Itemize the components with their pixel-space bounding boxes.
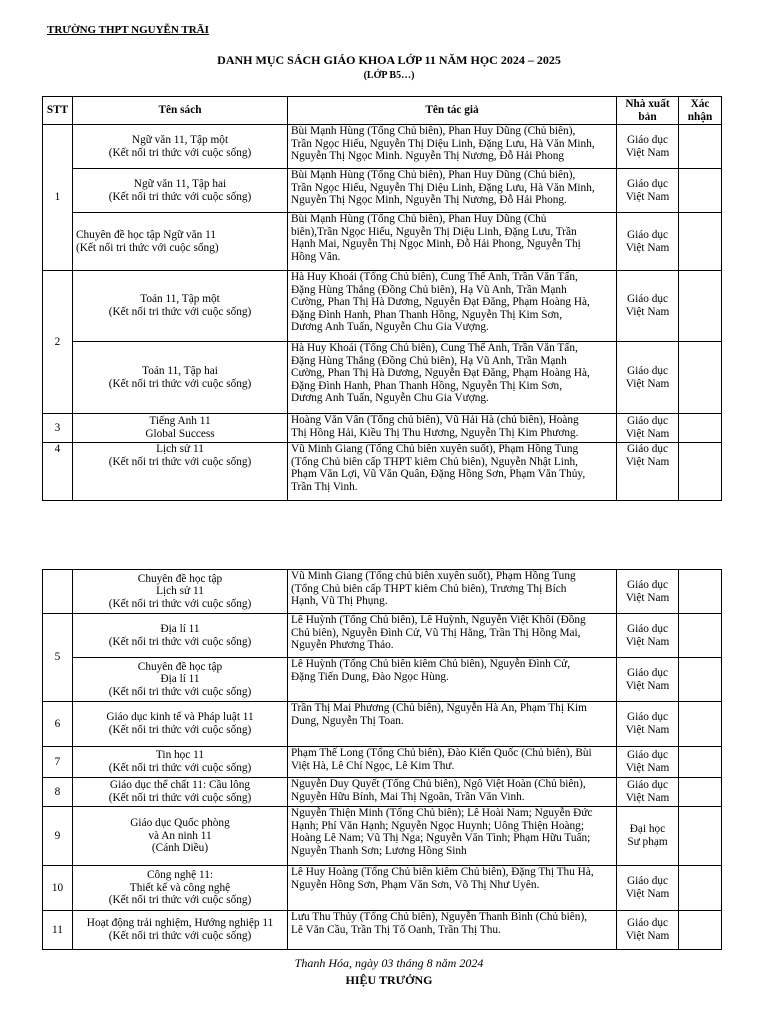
authors-cell (288, 702, 617, 747)
stt-cell (43, 570, 73, 614)
publisher-cell (617, 342, 679, 414)
authors-line: Bùi Mạnh Hùng (Tổng Chủ biên), Phan Huy Dũng (Chủ (291, 213, 547, 225)
authors-line: Dung, Nguyễn Thị Toan. (291, 714, 404, 727)
authors-line: Cường, Phan Thị Hà Dương, Nguyễn Đạt Đăng, Phạm Hoàng Hà, (291, 367, 590, 380)
publisher-cell (617, 911, 679, 950)
name-line: Thiết kế và công nghệ (129, 881, 231, 894)
authors-line: Nguyễn Duy Quyết (Tổng Chủ biên), Ngô Việt Hoàn (Chủ biên), (291, 778, 586, 790)
publisher-line: Việt Nam (625, 455, 670, 468)
book-name-cell (73, 911, 288, 950)
publisher-cell (617, 169, 679, 213)
confirm-cell (679, 911, 722, 950)
publisher-line: Giáo dục (626, 578, 669, 591)
publisher-cell (617, 570, 679, 614)
publisher-line: Giáo dục (626, 443, 669, 455)
authors-line: Trần Thị Mai Phương (Chủ biên), Nguyễn Hà An, Phạm Thị Kim (291, 702, 587, 714)
publisher-line: Việt Nam (625, 930, 670, 942)
publisher-cell (617, 414, 679, 443)
authors-cell (288, 658, 617, 702)
confirm-cell (679, 169, 722, 213)
authors-line: Hạnh Mai, Nguyễn Thị Ngọc Minh, Đỗ Hải Phong, Nguyễn Thị (291, 238, 581, 251)
stt-cell: 3 (43, 414, 73, 443)
authors-line: Dương Anh Tuấn, Nguyễn Chu Gia Vượng. (291, 392, 489, 405)
name-line: Công nghệ 11: (146, 869, 214, 882)
publisher-line: Giáo dục (626, 364, 669, 377)
publisher-line: Việt Nam (625, 377, 670, 390)
table-row (43, 866, 722, 911)
confirm-cell (679, 747, 722, 778)
confirm-cell (679, 414, 722, 443)
table-row (43, 614, 722, 658)
table-row (43, 807, 722, 866)
authors-cell (288, 125, 617, 169)
book-name-cell (73, 747, 288, 778)
name-line: Toán 11, Tập hai (142, 364, 218, 377)
authors-line: Lê Huỳnh (Tổng Chủ biên kiêm Chủ biên), Nguyễn Đình Cử, (291, 658, 571, 670)
name-line: Global Success (145, 428, 215, 440)
publisher-line: Giáo dục (626, 177, 669, 190)
publisher-line: Việt Nam (625, 792, 670, 804)
confirm-cell (679, 342, 722, 414)
authors-cell (288, 414, 617, 443)
table-row (43, 342, 722, 414)
stt-cell: 1 (43, 125, 73, 271)
confirm-cell (679, 778, 722, 807)
authors-line: Bùi Mạnh Hùng (Tổng Chủ biên), Phan Huy Dũng (Chủ biên), (291, 125, 576, 137)
name-line: (Kết nối tri thức với cuộc sống) (108, 377, 252, 390)
table-row (43, 911, 722, 950)
book-name-cell (73, 570, 288, 614)
publisher-cell (617, 866, 679, 911)
name-line: (Kết nối tri thức với cuộc sống) (108, 930, 252, 942)
table-row (43, 778, 722, 807)
name-line: (Kết nối tri thức với cuộc sống) (108, 455, 252, 468)
authors-line: Đặng Hùng Thắng (Đồng Chủ biên), Hạ Vũ Anh, Trần Mạnh (291, 354, 567, 367)
authors-line: Thị Hồng Hải, Kiều Thị Thu Hương, Nguyễn Thị Kim Phương. (291, 426, 579, 439)
name-line: Chuyên đề học tập (137, 572, 223, 585)
publisher-line: Việt Nam (625, 679, 670, 692)
authors-line: (Tổng Chủ biên cấp THPT kiêm Chủ biên), Trương Thị Bích (291, 582, 567, 595)
name-line: (Cánh Diều) (151, 842, 209, 855)
footer-signature-title: HIỆU TRƯỞNG (345, 973, 433, 987)
authors-cell (288, 169, 617, 213)
table-header-row (43, 97, 722, 125)
name-line: (Kết nối tri thức với cuộc sống) (108, 306, 252, 318)
authors-line: Trần Thị Vinh. (291, 480, 358, 493)
authors-line: (Tổng Chủ biên cấp THPT kiêm Chủ biên), Nguyễn Nhật Linh, (291, 455, 578, 468)
book-name-cell (73, 658, 288, 702)
publisher-line: Giáo dục (626, 749, 669, 762)
name-line: Chuyên đề học tập Ngữ văn 11 (76, 228, 216, 241)
authors-line: Nguyễn Thị Ngọc Minh, Nguyễn Thị Nương, Đỗ Hải Phong. (291, 194, 567, 207)
authors-line: Nguyễn Thị Ngọc Minh. Nguyễn Thị Nương, Đỗ Hải Phong (291, 150, 565, 163)
authors-cell (288, 570, 617, 614)
book-name-cell (73, 614, 288, 658)
name-line: và An ninh 11 (148, 829, 212, 842)
name-line: (Kết nối tri thức với cuộc sống) (108, 635, 252, 648)
authors-line: Nguyễn Hồng Sơn, Phạm Văn Sơn, Võ Thị Như Uyên. (291, 878, 540, 891)
publisher-cell (617, 807, 679, 866)
authors-line: Đặng Tiến Dung, Đào Ngọc Hùng. (291, 670, 449, 683)
school-name: TRƯỜNG THPT NGUYỄN TRÃI (47, 24, 209, 36)
publisher-cell (617, 125, 679, 169)
authors-cell (288, 213, 617, 271)
authors-line: Nguyễn Thanh Sơn; Lương Hồng Sinh (291, 844, 467, 857)
publisher-line: Giáo dục (626, 293, 669, 306)
confirm-cell (679, 614, 722, 658)
authors-line: Hoàng Lê Nam; Vũ Thị Nga; Nguyễn Văn Tình; Phạm Hữu Tuấn; (291, 832, 591, 845)
publisher-line: Giáo dục (626, 917, 669, 930)
authors-line: Đặng Hùng Thắng (Đồng Chủ biên), Hạ Vũ Anh, Trần Mạnh (291, 283, 567, 296)
stt-cell: 10 (43, 866, 73, 911)
authors-line: Nguyễn Thiện Minh (Tổng Chủ biên); Lê Hoài Nam; Nguyễn Đức (291, 807, 593, 819)
name-line: (Kết nối tri thức với cuộc sống) (108, 762, 252, 774)
publisher-line: Giáo dục (626, 622, 669, 635)
document-subtitle: (LỚP B5…) (363, 70, 415, 81)
publisher-line: Việt Nam (625, 762, 670, 774)
publisher-line: Việt Nam (625, 635, 670, 648)
authors-line: Trần Ngọc Hiếu, Nguyễn Thị Diệu Linh, Đặng Lưu, Hà Văn Minh, (291, 137, 595, 150)
book-table-page-1 (42, 96, 722, 501)
book-name-cell (73, 443, 288, 501)
table-row (43, 414, 722, 443)
table-row (43, 658, 722, 702)
column-header-publisher: Nhà xuất bản (617, 97, 679, 125)
stt-cell: 11 (43, 911, 73, 950)
authors-line: Lưu Thu Thủy (Tổng Chủ biên), Nguyễn Thanh Bình (Chủ biên), (291, 911, 588, 923)
name-line: (Kết nối tri thức với cuộc sống) (108, 685, 252, 698)
publisher-cell (617, 778, 679, 807)
name-line: Lịch sử 11 (156, 443, 204, 455)
name-line: Tin học 11 (155, 749, 205, 762)
book-name-cell (73, 414, 288, 443)
table-row (43, 702, 722, 747)
authors-line: Dương Anh Tuấn, Nguyễn Chu Gia Vượng. (291, 321, 489, 334)
name-line: Giáo dục kinh tế và Pháp luật 11 (106, 711, 254, 724)
stt-cell: 7 (43, 747, 73, 778)
book-name-cell (73, 125, 288, 169)
authors-line: Vũ Minh Giang (Tổng Chủ biên xuyên suốt), Phạm Hồng Tung (291, 443, 579, 455)
authors-line: Lê Huy Hoàng (Tổng Chủ biên kiêm Chủ biên), Đặng Thị Thu Hà, (291, 866, 594, 878)
name-line: Toán 11, Tập một (140, 293, 220, 306)
name-line: Chuyên đề học tập (137, 660, 223, 673)
authors-cell (288, 747, 617, 778)
stt-cell: 2 (43, 271, 73, 414)
book-name-cell (73, 342, 288, 414)
name-line: (Kết nối tri thức với cuộc sống) (108, 190, 252, 203)
book-name-cell (73, 807, 288, 866)
authors-line: Chủ biên), Nguyễn Đình Cử, Vũ Thị Hằng, Trần Thị Hồng Mai, (291, 626, 581, 639)
name-line: Giáo dục Quốc phòng (130, 817, 230, 830)
authors-line: Hạnh; Phí Văn Hạnh; Nguyễn Ngọc Huynh; Uông Thiện Hoàng; (291, 819, 584, 832)
table-row (43, 213, 722, 271)
authors-line: Trần Ngọc Hiếu, Nguyễn Thị Diệu Linh, Đặng Lưu, Hà Văn Minh, (291, 181, 595, 194)
confirm-cell (679, 570, 722, 614)
publisher-line: Giáo dục (626, 875, 669, 888)
document-title: DANH MỤC SÁCH GIÁO KHOA LỚP 11 NĂM HỌC 2024 – 2025 (217, 53, 561, 67)
publisher-line: Việt Nam (625, 146, 670, 159)
book-name-cell (73, 702, 288, 747)
table-row (43, 271, 722, 342)
book-table-page-2 (42, 569, 722, 950)
publisher-cell (617, 658, 679, 702)
name-line: Lịch sử 11 (156, 585, 204, 598)
table-row (43, 570, 722, 614)
publisher-cell (617, 614, 679, 658)
authors-line: Nguyễn Hữu Bính, Mai Thị Ngoãn, Trần Văn Vinh. (291, 790, 525, 803)
confirm-cell (679, 125, 722, 169)
name-line: (Kết nối tri thức với cuộc sống) (108, 792, 252, 804)
book-name-cell (73, 169, 288, 213)
column-header-confirm: Xác nhận (679, 97, 722, 125)
table-row (43, 443, 722, 501)
confirm-cell (679, 271, 722, 342)
confirm-cell (679, 213, 722, 271)
authors-line: Hồng Vân. (291, 250, 341, 263)
publisher-line: Giáo dục (626, 779, 669, 792)
column-header-stt: STT (43, 97, 73, 125)
column-header-name: Tên sách (73, 97, 288, 125)
publisher-line: Giáo dục (626, 133, 669, 146)
publisher-cell (617, 443, 679, 501)
authors-cell (288, 911, 617, 950)
authors-line: Vũ Minh Giang (Tổng chủ biên xuyên suốt), Phạm Hồng Tung (291, 570, 576, 582)
stt-cell: 8 (43, 778, 73, 807)
publisher-line: Việt Nam (625, 428, 670, 440)
authors-line: Bùi Mạnh Hùng (Tổng Chủ biên), Phan Huy Dũng (Chủ biên), (291, 169, 576, 181)
authors-cell (288, 614, 617, 658)
book-name-cell (73, 213, 288, 271)
confirm-cell (679, 702, 722, 747)
publisher-cell (617, 747, 679, 778)
name-line: Ngữ văn 11, Tập hai (133, 177, 227, 190)
publisher-line: Việt Nam (625, 724, 670, 736)
authors-cell (288, 271, 617, 342)
authors-line: Hạnh, Vũ Thị Phụng. (291, 595, 388, 608)
authors-line: Hà Huy Khoái (Tổng Chủ biên), Cung Thế Anh, Trần Văn Tấn, (291, 342, 578, 354)
authors-line: Lê Huỳnh (Tổng Chủ biên), Lê Huỳnh, Nguyễn Việt Khôi (Đồng (291, 614, 586, 626)
publisher-line: Đại học (629, 823, 666, 836)
authors-cell (288, 807, 617, 866)
publisher-line: Việt Nam (625, 190, 670, 203)
publisher-line: Giáo dục (626, 666, 669, 679)
authors-line: Hoàng Văn Vân (Tổng chủ biên), Vũ Hải Hà (chủ biên), Hoàng (291, 414, 579, 426)
authors-cell (288, 443, 617, 501)
publisher-cell (617, 213, 679, 271)
authors-line: Đặng Đình Hanh, Phan Thanh Hồng, Nguyễn Thị Kim Sơn, (291, 379, 563, 392)
table-row (43, 169, 722, 213)
book-name-cell (73, 866, 288, 911)
authors-line: Đặng Đình Hanh, Phan Thanh Hồng, Nguyễn Thị Kim Sơn, (291, 308, 563, 321)
book-name-cell (73, 778, 288, 807)
publisher-cell (617, 702, 679, 747)
book-name-cell (73, 271, 288, 342)
authors-line: Nguyễn Phương Thảo. (291, 639, 394, 652)
authors-cell (288, 342, 617, 414)
name-line: (Kết nối tri thức với cuộc sống) (108, 597, 252, 610)
authors-cell (288, 778, 617, 807)
authors-line: Phạm Văn Lợi, Vũ Văn Quân, Đặng Hồng Sơn, Phạm Văn Thủy, (291, 468, 586, 481)
confirm-cell (679, 658, 722, 702)
authors-line: Phạm Thế Long (Tổng Chủ biên), Đào Kiến Quốc (Chủ biên), Bùi (291, 747, 592, 759)
publisher-cell (617, 271, 679, 342)
name-line: (Kết nối tri thức với cuộc sống) (108, 894, 252, 907)
name-line: Địa lí 11 (160, 673, 200, 686)
stt-cell: 4 (43, 443, 73, 501)
authors-line: Hà Huy Khoái (Tổng Chủ biên), Cung Thế Anh, Trần Văn Tấn, (291, 271, 578, 283)
name-line: Địa lí 11 (160, 622, 200, 635)
publisher-line: Việt Nam (625, 241, 670, 254)
column-header-authors: Tên tác giả (288, 97, 617, 125)
authors-line: Lê Văn Cầu, Trần Thị Tố Oanh, Trần Thị Thu. (291, 923, 501, 936)
name-line: (Kết nối tri thức với cuộc sống) (76, 241, 219, 254)
publisher-line: Sư phạm (627, 836, 668, 848)
authors-cell (288, 866, 617, 911)
stt-cell: 5 (43, 614, 73, 702)
confirm-cell (679, 866, 722, 911)
publisher-line: Việt Nam (625, 306, 670, 318)
footer-date: Thanh Hóa, ngày 03 tháng 8 năm 2024 (294, 956, 484, 970)
authors-line: Cường, Phan Thị Hà Dương, Nguyễn Đạt Đăng, Phạm Hoàng Hà, (291, 296, 590, 309)
publisher-line: Việt Nam (625, 591, 670, 604)
name-line: (Kết nối tri thức với cuộc sống) (108, 146, 252, 159)
publisher-line: Giáo dục (626, 711, 669, 724)
name-line: Giáo dục thể chất 11: Cầu lông (109, 779, 251, 792)
stt-cell: 6 (43, 702, 73, 747)
confirm-cell (679, 807, 722, 866)
stt-cell: 9 (43, 807, 73, 866)
publisher-line: Việt Nam (625, 888, 670, 900)
publisher-line: Giáo dục (626, 228, 669, 241)
authors-line: biên),Trần Ngọc Hiếu, Nguyễn Thị Diệu Linh, Đặng Lưu, Trần (291, 225, 577, 238)
table-row (43, 747, 722, 778)
name-line: (Kết nối tri thức với cuộc sống) (108, 724, 252, 736)
publisher-line: Giáo dục (626, 415, 669, 428)
name-line: Tiếng Anh 11 (149, 415, 211, 428)
name-line: Hoạt động trải nghiệm, Hướng nghiệp 11 (86, 917, 274, 930)
confirm-cell (679, 443, 722, 501)
authors-line: Việt Hà, Lê Chí Ngọc, Lê Kim Thư. (291, 759, 455, 772)
name-line: Ngữ văn 11, Tập một (131, 133, 229, 146)
table-row (43, 125, 722, 169)
